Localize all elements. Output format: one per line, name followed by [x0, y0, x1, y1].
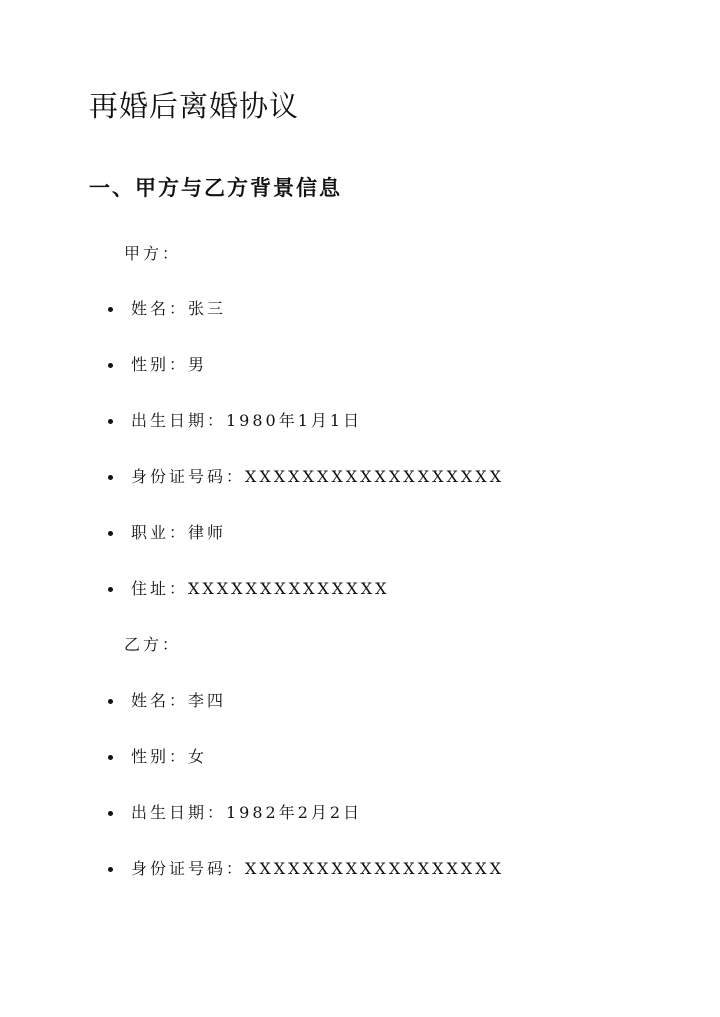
party-a-label: 甲方：: [124, 244, 182, 263]
party-b-gender: 性别：女: [131, 747, 208, 766]
party-b-name: 姓名：李四: [131, 691, 227, 710]
party-a-address: 住址：XXXXXXXXXXXXXX: [131, 579, 390, 598]
party-a-name: 姓名：张三: [131, 299, 227, 318]
party-a-gender: 性别：男: [131, 355, 208, 374]
party-a-birthdate: 出生日期：1980年1月1日: [131, 411, 363, 430]
document-title: 再婚后离婚协议: [89, 89, 300, 123]
bullet-icon: [108, 531, 113, 536]
party-b-id-number: 身份证号码：XXXXXXXXXXXXXXXXXX: [131, 859, 505, 878]
bullet-icon: [108, 363, 113, 368]
bullet-icon: [108, 475, 113, 480]
bullet-icon: [108, 419, 113, 424]
bullet-icon: [108, 587, 113, 592]
party-a-id-number: 身份证号码：XXXXXXXXXXXXXXXXXX: [131, 467, 505, 486]
party-a-occupation: 职业：律师: [131, 523, 227, 542]
bullet-icon: [108, 307, 113, 312]
bullet-icon: [108, 755, 113, 760]
bullet-icon: [108, 811, 113, 816]
bullet-icon: [108, 867, 113, 872]
party-b-label: 乙方：: [124, 635, 182, 654]
party-b-birthdate: 出生日期：1982年2月2日: [131, 803, 363, 822]
bullet-icon: [108, 699, 113, 704]
section-heading: 一、甲方与乙方背景信息: [89, 175, 342, 200]
